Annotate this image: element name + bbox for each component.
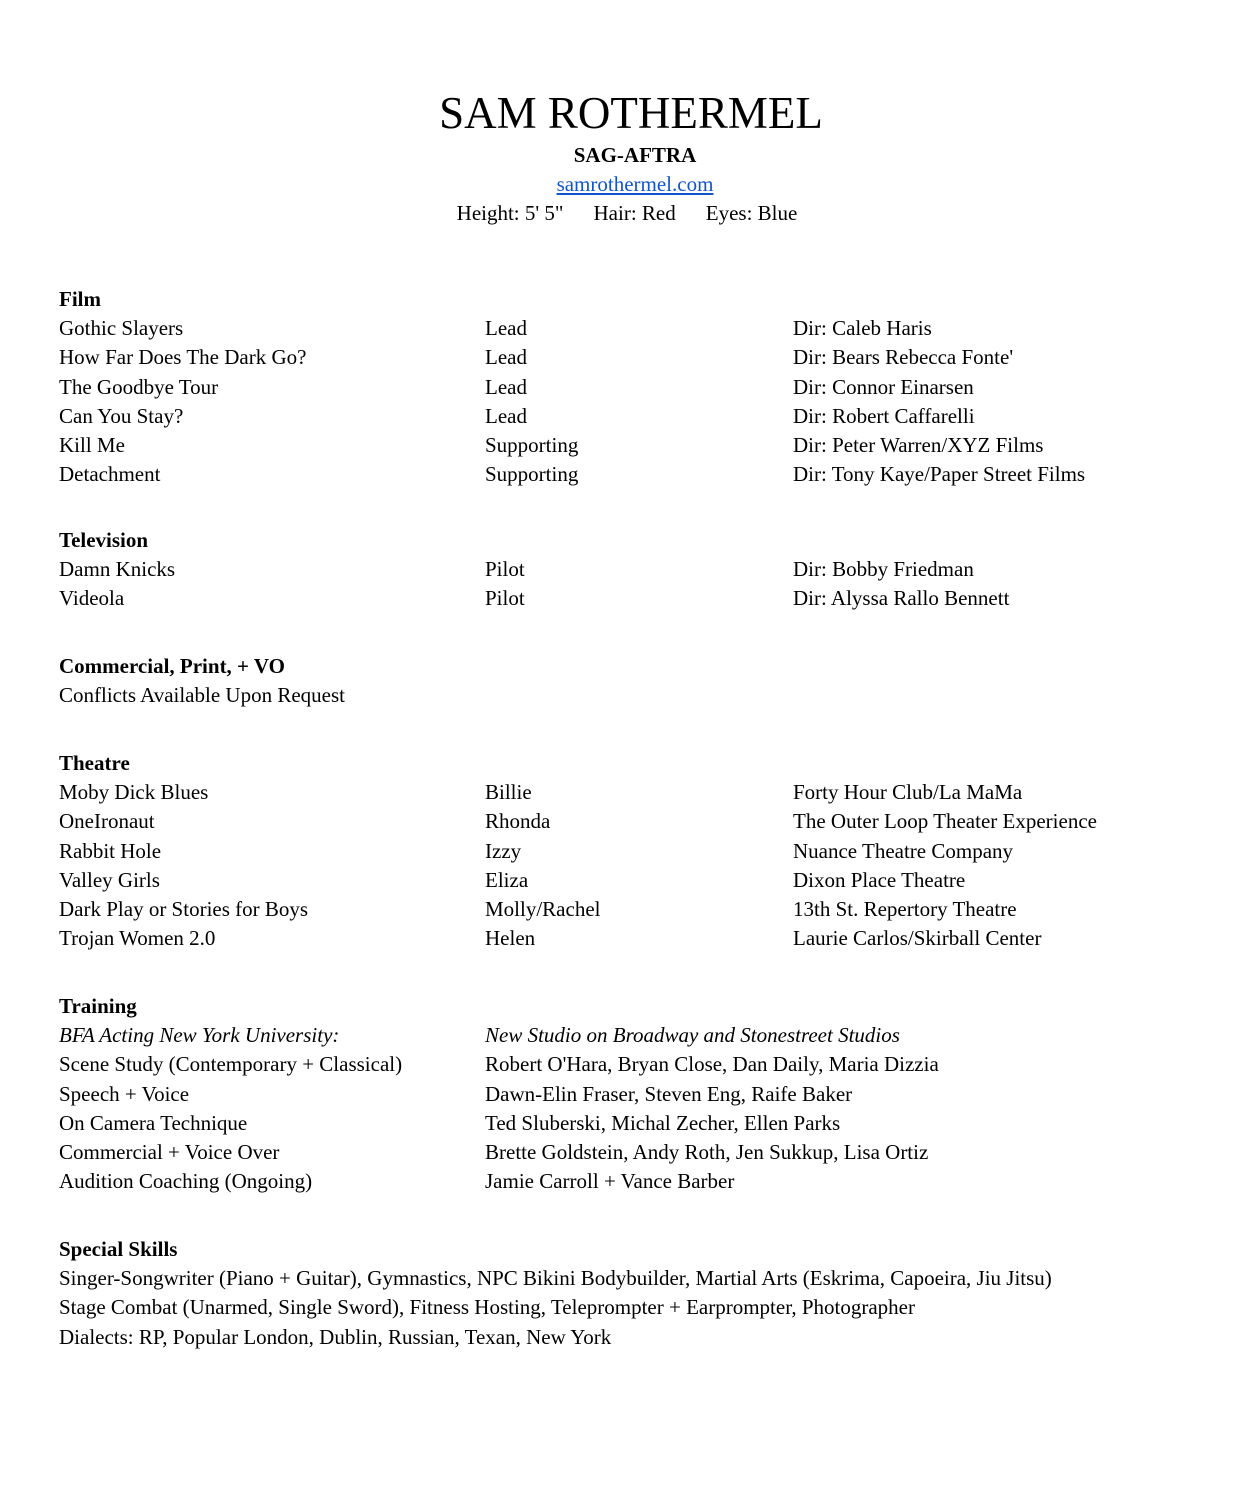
theatre-row [59,866,1219,895]
theatre-section [59,749,1219,954]
eyes-stat: Eyes: Blue [705,201,798,225]
theatre-row [59,807,1219,836]
union-affiliation: SAG-AFTRA [573,143,697,167]
film-project: Kill Me [59,433,125,458]
skills-section [59,1235,1219,1352]
training-subject: Audition Coaching (Ongoing) [59,1169,313,1194]
film-role: Lead [485,403,527,428]
film-project: How Far Does The Dark Go? [59,345,307,370]
training-row [59,1109,1219,1138]
theatre-credit: Forty Hour Club/La MaMa [793,780,1023,804]
film-project: The Goodbye Tour [59,374,219,399]
theatre-credit: Laurie Carlos/Skirball Center [793,926,1042,951]
training-subject: On Camera Technique [59,1110,248,1135]
training-heading: Training [59,994,137,1018]
training-row [59,1167,1219,1196]
tv-project: Damn Knicks [59,557,176,581]
film-row [59,373,1219,402]
theatre-role: Molly/Rachel [485,897,601,922]
film-section [59,285,1219,490]
theatre-role: Izzy [485,838,522,863]
training-teachers: Dawn-Elin Fraser, Steven Eng, Raife Baker [485,1081,853,1106]
training-teachers: Ted Sluberski, Michal Zecher, Ellen Parks [485,1110,841,1135]
training-studios: New Studio on Broadway and Stonestreet Studios [485,1023,900,1047]
skills-heading: Special Skills [59,1237,178,1261]
skills-line: Dialects: RP, Popular London, Dublin, Russian, Texan, New York [59,1324,612,1349]
theatre-credit: 13th St. Repertory Theatre [793,897,1017,922]
training-row [59,1050,1219,1079]
film-row [59,431,1219,460]
tv-credit: Dir: Alyssa Rallo Bennett [793,586,1010,611]
training-row [59,1138,1219,1167]
actor-name: SAM ROTHERMEL [439,88,823,138]
theatre-project: Valley Girls [59,867,160,892]
training-subject: Speech + Voice [59,1081,190,1106]
commercial-section [59,652,1219,710]
film-project: Detachment [59,462,161,487]
training-subject: Scene Study (Contemporary + Classical) [59,1052,403,1077]
theatre-project: OneIronaut [59,809,155,834]
tv-role: Pilot [485,586,525,611]
theatre-credit: Dixon Place Theatre [793,867,966,892]
film-credit: Dir: Connor Einarsen [793,374,974,399]
theatre-role: Billie [485,780,532,804]
theatre-credit: The Outer Loop Theater Experience [793,809,1097,834]
theatre-row [59,924,1219,953]
film-role: Lead [485,316,527,340]
theatre-heading: Theatre [59,751,130,775]
theatre-credit: Nuance Theatre Company [793,838,1014,863]
film-credit: Dir: Tony Kaye/Paper Street Films [793,462,1086,487]
film-row [59,460,1219,489]
website-link[interactable]: samrothermel.com [556,172,714,196]
theatre-project: Moby Dick Blues [59,780,209,804]
training-teachers: Brette Goldstein, Andy Roth, Jen Sukkup, Lisa Ortiz [485,1140,929,1165]
training-row [59,1080,1219,1109]
television-row [59,555,1219,584]
commercial-note: Conflicts Available Upon Request [59,683,345,707]
hair-stat: Hair: Red [593,201,676,225]
film-role: Supporting [485,433,579,458]
tv-project: Videola [59,586,125,611]
theatre-role: Rhonda [485,809,551,834]
theatre-role: Helen [485,926,536,951]
skills-line: Singer-Songwriter (Piano + Guitar), Gymnastics, NPC Bikini Bodybuilder, Martial Arts (Eskrima, Capoeira, Jiu Jitsu) [59,1266,1052,1290]
physical-stats [0,199,1254,227]
theatre-role: Eliza [485,867,529,892]
training-program-row [59,1021,1219,1050]
training-teachers: Jamie Carroll + Vance Barber [485,1169,735,1194]
theatre-project: Dark Play or Stories for Boys [59,897,309,922]
training-school: BFA Acting New York University: [59,1023,340,1047]
film-row [59,343,1219,372]
theatre-project: Trojan Women 2.0 [59,926,216,951]
film-role: Lead [485,345,527,370]
film-heading: Film [59,287,101,311]
television-section [59,526,1219,614]
theatre-row [59,895,1219,924]
film-role: Lead [485,374,527,399]
film-credit: Dir: Robert Caffarelli [793,403,975,428]
height-stat: Height: 5' 5" [456,201,564,225]
theatre-project: Rabbit Hole [59,838,162,863]
theatre-row [59,778,1219,807]
commercial-heading: Commercial, Print, + VO [59,654,285,678]
film-role: Supporting [485,462,579,487]
film-credit: Dir: Bears Rebecca Fonte' [793,345,1014,370]
tv-role: Pilot [485,557,525,581]
television-heading: Television [59,528,149,552]
film-row [59,402,1219,431]
training-subject: Commercial + Voice Over [59,1140,280,1165]
website-line [0,170,1254,198]
skills-line: Stage Combat (Unarmed, Single Sword), Fitness Hosting, Teleprompter + Earprompter, Photographer [59,1295,915,1320]
theatre-row [59,837,1219,866]
training-teachers: Robert O'Hara, Bryan Close, Dan Daily, Maria Dizzia [485,1052,939,1077]
film-credit: Dir: Peter Warren/XYZ Films [793,433,1044,458]
film-project: Gothic Slayers [59,316,184,340]
tv-credit: Dir: Bobby Friedman [793,557,974,581]
television-row [59,584,1219,613]
film-credit: Dir: Caleb Haris [793,316,932,340]
film-project: Can You Stay? [59,403,184,428]
film-row [59,314,1219,343]
training-section [59,992,1219,1197]
